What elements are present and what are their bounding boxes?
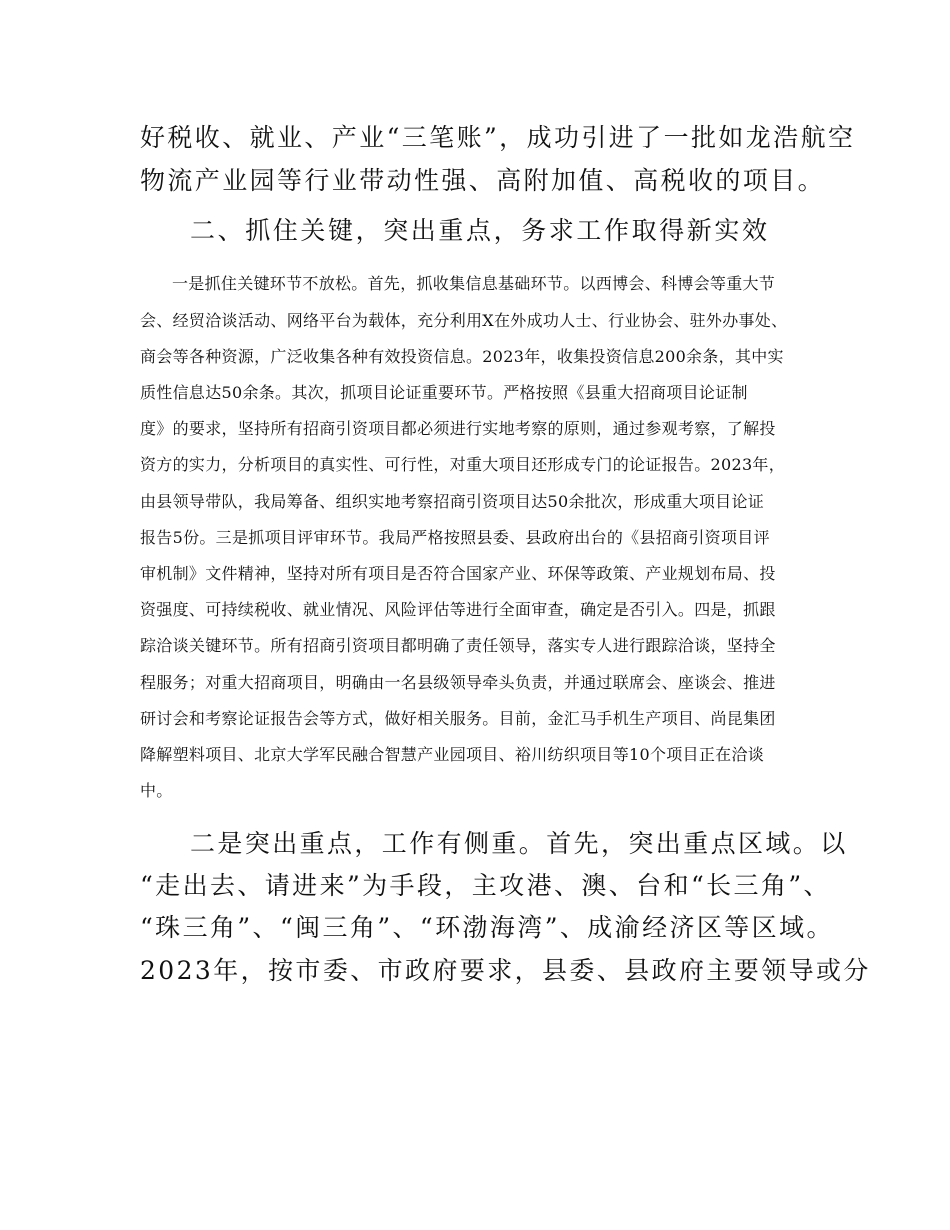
para1-line: 商会等各种资源，广泛收集各种有效投资信息。2023年，收集投资信息200余条，其中实: [140, 347, 784, 366]
intro-line: 好税收、就业、产业“三笔账”，成功引进了一批如龙浩航空: [140, 123, 856, 152]
para1-line: 程服务；对重大招商项目，明确由一名县级领导牵头负责，并通过联席会、座谈会、推进: [140, 673, 776, 692]
para2-line: 2023年，按市委、市政府要求，县委、县政府主要领导或分: [140, 956, 871, 985]
para1-line: 一是抓住关键环节不放松。首先，抓收集信息基础环节。以西博会、科博会等重大节: [172, 274, 776, 293]
para1-line: 资强度、可持续税收、就业情况、风险评估等进行全面审查，确定是否引入。四是，抓跟: [140, 600, 776, 619]
para2-line: 二是突出重点，工作有侧重。首先，突出重点区域。以: [190, 829, 848, 858]
para2-line: “走出去、请进来”为手段，主攻港、澳、台和“长三角”、: [140, 871, 831, 900]
intro-line: 物流产业园等行业带动性强、高附加值、高税收的项目。: [140, 166, 826, 195]
para1-line: 审机制》文件精神，坚持对所有项目是否符合国家产业、环保等政策、产业规划布局、投: [140, 564, 776, 583]
para1-line: 度》的要求，坚持所有招商引资项目都必须进行实地考察的原则，通过参观考察，了解投: [140, 419, 776, 438]
para2-line: “珠三角”、“闽三角”、“环渤海湾”、成渝经济区等区域。: [140, 913, 834, 942]
para1-line: 资方的实力，分析项目的真实性、可行性，对重大项目还形成专门的论证报告。2023年，: [140, 455, 786, 474]
section-heading: 二、抓住关键，突出重点，务求工作取得新实效: [190, 216, 770, 245]
para1-line: 会、经贸洽谈活动、网络平台为载体，充分利用X在外成功人士、行业协会、驻外办事处、: [140, 311, 788, 330]
para1-line: 报告5份。三是抓项目评审环节。我局严格按照县委、县政府出台的《县招商引资项目评: [140, 528, 770, 547]
para1-line: 由县领导带队，我局筹备、组织实地考察招商引资项目达50余批次，形成重大项目论证: [140, 492, 765, 511]
para1-line: 踪洽谈关键环节。所有招商引资项目都明确了责任领导，落实专人进行跟踪洽谈，坚持全: [140, 636, 776, 655]
para1-line: 质性信息达50余条。其次，抓项目论证重要环节。严格按照《县重大招商项目论证制: [140, 383, 748, 402]
para1-line: 研讨会和考察论证报告会等方式，做好相关服务。目前，金汇马手机生产项目、尚昆集团: [140, 709, 776, 728]
para1-line: 降解塑料项目、北京大学军民融合智慧产业园项目、裕川纺织项目等10个项目正在洽谈: [140, 745, 765, 764]
para1-line: 中。: [140, 781, 173, 800]
